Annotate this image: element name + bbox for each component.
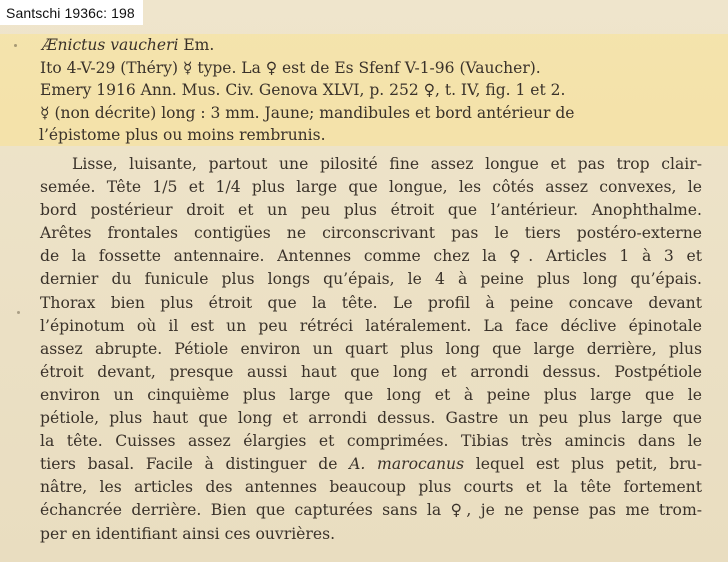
body-line: Lisse, luisante, partout une pilosité fine assez longue et pas trop clair- [72, 155, 702, 173]
body-line: de la fossette antennaire. Antennes comme chez la ♀. Articles 1 à 3 et [40, 247, 702, 266]
body-line: étroit devant, presque aussi haut que long et arrondi dessus. Postpétiole [40, 362, 702, 381]
body-line: environ un cinquième plus large que long et à peine plus large que le [40, 385, 702, 404]
header-line: Emery 1916 Ann. Mus. Civ. Genova XLVI, p. 252 ♀, t. IV, fig. 1 et 2. [40, 81, 566, 99]
body-line: Thorax bien plus étroit que la tête. Le profil à peine concave devant [40, 293, 702, 312]
body-line: semée. Tête 1/5 et 1/4 plus large que longue, les côtés assez convexes, le [40, 178, 702, 197]
body-text: tiers basal. Facile à distinguer de [40, 455, 350, 474]
body-line: nâtre, les articles des antennes beaucoup plus courts et la tête fortement [40, 478, 702, 497]
species-title-line [40, 34, 702, 57]
body-line: bord postérieur droit et un peu plus étroit que l’antérieur. Anophthalme. [40, 201, 702, 220]
header-line: l’épistome plus ou moins rembrunis. [39, 126, 326, 144]
body-line: pétiole, plus haut que long et arrondi dessus. Gastre un peu plus large que [40, 409, 702, 428]
body-line [40, 453, 702, 476]
paper-speck [14, 44, 17, 47]
body-line: dernier du funicule plus longs qu’épais, le 4 à peine plus long qu’épais. [40, 270, 702, 289]
species-header [40, 34, 702, 147]
species-author: Em. [178, 36, 215, 54]
citation-caption: Santschi 1936c: 198 [0, 0, 143, 25]
species-name: Ænictus vaucheri [42, 36, 179, 54]
body-line: l’épinotum où il est un peu rétréci latéralement. La face déclive épinotale [40, 316, 702, 335]
header-line: Ito 4-V-29 (Théry) ☿ type. La ♀ est de Es Sfenf V-1-96 (Vaucher). [40, 58, 541, 77]
body-text: lequel est plus petit, bru- [464, 455, 702, 474]
body-line: Arêtes frontales contigües ne circonscrivant pas le tiers postéro-externe [40, 224, 702, 243]
body-line: la tête. Cuisses assez élargies et comprimées. Tibias très amincis dans le [40, 432, 702, 451]
header-line: ☿ (non décrite) long : 3 mm. Jaune; mandibules et bord antérieur de [40, 103, 575, 122]
body-line: assez abrupte. Pétiole environ un quart plus long que large derrière, plus [40, 339, 702, 358]
body-line: per en identifiant ainsi ces ouvrières. [40, 524, 336, 543]
paper-speck [17, 311, 20, 314]
body-line: échancrée derrière. Bien que capturées sans la ♀, je ne pense pas me trom- [40, 501, 702, 520]
species-reference: A. marocanus [349, 455, 465, 474]
description-paragraph [40, 153, 702, 546]
